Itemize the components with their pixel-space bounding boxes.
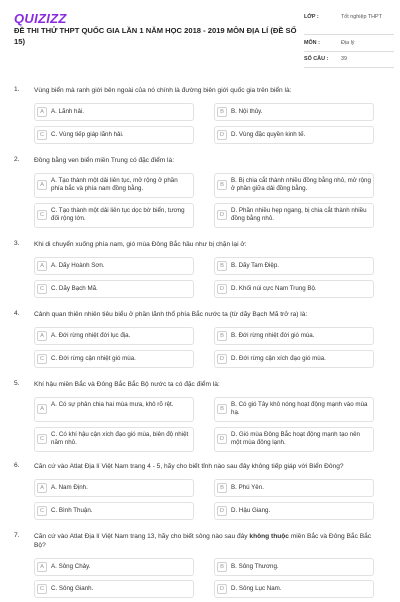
option-text: A. Dãy Hoành Sơn. (51, 262, 105, 269)
option-text: B. Bị chia cắt thành nhiều đồng bằng nhỏ, mở rộng ở phần giữa dải đồng bằng. (231, 177, 371, 192)
option-text: D. Gió mùa Đông Bắc hoạt động mạnh tạo nên một mùa đông lạnh. (231, 431, 360, 446)
option-text: C. Có khí hậu cận xích đạo gió mùa, biên độ nhiệt năm nhỏ. (51, 431, 189, 446)
question-number: 4. (14, 310, 20, 317)
option-letter: B (217, 562, 227, 572)
option-letter: C (37, 354, 47, 364)
question-number: 7. (14, 532, 20, 539)
option-letter: B (217, 261, 227, 271)
option-letter: C (37, 506, 47, 516)
question-text: Cảnh quan thiên nhiên tiêu biểu ở phần lãnh thổ phía Bắc nước ta (từ dãy Bạch Mã trở ra) là: (34, 311, 308, 318)
question-text-part: Căn cứ vào Atlat Địa lí Việt Nam trang 13, hãy cho biết sông nào sau đây (34, 533, 250, 540)
exam-title: ĐỀ THI THỬ THPT QUỐC GIA LẦN 1 NĂM HỌC 2018 - 2019 MÔN ĐỊA LÍ (ĐỀ SỐ 15) (14, 26, 297, 46)
option-letter: A (37, 261, 47, 271)
page-header (0, 0, 400, 72)
option-letter: A (37, 562, 47, 572)
option-text: D. Sông Lục Nam. (231, 585, 282, 592)
option-letter: D (217, 434, 227, 444)
meta-subject-row (304, 37, 394, 52)
option-text: A. Tạo thành một dải liên tục, mở rộng ở phần phía bắc và phía nam đồng bằng. (51, 177, 178, 192)
option-letter: A (37, 404, 47, 414)
grade-value: Tốt nghiệp THPT (341, 14, 382, 20)
option-text: A. Có sự phân chia hai mùa mưa, khô rõ rệt. (51, 401, 174, 408)
question-number: 5. (14, 380, 20, 387)
option-text: C. Dãy Bạch Mã. (51, 285, 98, 292)
option-text: B. Dãy Tam Điệp. (231, 262, 280, 269)
option-letter: C (37, 434, 47, 444)
option-letter: B (217, 180, 227, 190)
option-letter: B (217, 404, 227, 414)
question-text: Đồng bằng ven biển miền Trung có đặc điểm là: (34, 157, 175, 164)
option-letter: D (217, 210, 227, 220)
question-number: 1. (14, 86, 20, 93)
option-text: A. Đới rừng nhiệt đới lục địa. (51, 332, 131, 339)
exam-meta (304, 12, 394, 68)
quizizz-logo: QUIZIZZ (14, 11, 67, 26)
option-letter: B (217, 331, 227, 341)
question-text: Vùng biển mà ranh giới bên ngoài của nó chính là đường biên giới quốc gia trên biển là: (34, 87, 292, 94)
option-text: B. Đới rừng nhiệt đới gió mùa. (231, 332, 315, 339)
option-text: D. Phần nhiều hẹp ngang, bị chia cắt thành nhiều đồng bằng nhỏ. (231, 207, 367, 222)
option-text: C. Bình Thuận. (51, 507, 93, 514)
count-value: 39 (341, 56, 347, 62)
question-number: 3. (14, 240, 20, 247)
option-text: C. Sông Gianh. (51, 585, 94, 592)
question-number: 2. (14, 156, 20, 163)
subject-label: MÔN : (304, 40, 320, 46)
question-number: 6. (14, 462, 20, 469)
grade-label: LỚP : (304, 14, 319, 20)
option-text: D. Hậu Giang. (231, 507, 271, 514)
question-text: Căn cứ vào Atlat Địa lí Việt Nam trang 4 - 5, hãy cho biết tỉnh nào sau đây không tiếp giáp với Biển Đông? (34, 463, 344, 470)
option-letter: D (217, 584, 227, 594)
option-text: A. Sông Chảy. (51, 563, 91, 570)
option-letter: D (217, 284, 227, 294)
option-letter: A (37, 483, 47, 493)
option-text: B. Phú Yên. (231, 484, 264, 491)
option-letter: A (37, 180, 47, 190)
option-letter: A (37, 331, 47, 341)
option-letter: D (217, 354, 227, 364)
option-letter: C (37, 130, 47, 140)
option-text: C. Vùng tiếp giáp lãnh hải. (51, 131, 124, 138)
count-label: SỐ CÂU : (304, 56, 329, 62)
option-letter: A (37, 107, 47, 117)
option-text: A. Nam Định. (51, 484, 88, 491)
option-letter: D (217, 506, 227, 516)
question-text (34, 532, 374, 550)
option-text: D. Đới rừng cận xích đạo gió mùa. (231, 355, 326, 362)
option-letter: D (217, 130, 227, 140)
question-text: Khi di chuyển xuống phía nam, gió mùa Đông Bắc hầu như bị chặn lại ở: (34, 241, 247, 248)
option-letter: C (37, 284, 47, 294)
option-letter: B (217, 483, 227, 493)
question-text: Khí hậu miền Bắc và Đông Bắc Bắc Bộ nước ta có đặc điểm là: (34, 381, 220, 388)
option-text: D. Khối núi cực Nam Trung Bộ. (231, 285, 317, 292)
option-text: B. Nội thủy. (231, 108, 263, 115)
option-text: D. Vùng đặc quyền kinh tế. (231, 131, 306, 138)
question-text-emphasis: không thuộc (249, 533, 289, 540)
option-text: C. Tạo thành một dải liên tục dọc bờ biển, tương đối rộng lớn. (51, 207, 185, 222)
option-text: C. Đới rừng cận nhiệt gió mùa. (51, 355, 136, 362)
subject-value: Địa lý (341, 40, 355, 46)
question-text-part: miền Bắc và Đông Bắc Bắc Bộ? (34, 533, 372, 549)
option-letter: C (37, 210, 47, 220)
option-text: B. Sông Thương. (231, 563, 279, 570)
option-letter: B (217, 107, 227, 117)
option-letter: C (37, 584, 47, 594)
option-text: A. Lãnh hải. (51, 108, 85, 115)
meta-count-row (304, 54, 394, 68)
option-text: B. Có gió Tây khô nóng hoạt động mạnh vào mùa hạ. (231, 401, 368, 416)
meta-grade-row (304, 12, 394, 35)
